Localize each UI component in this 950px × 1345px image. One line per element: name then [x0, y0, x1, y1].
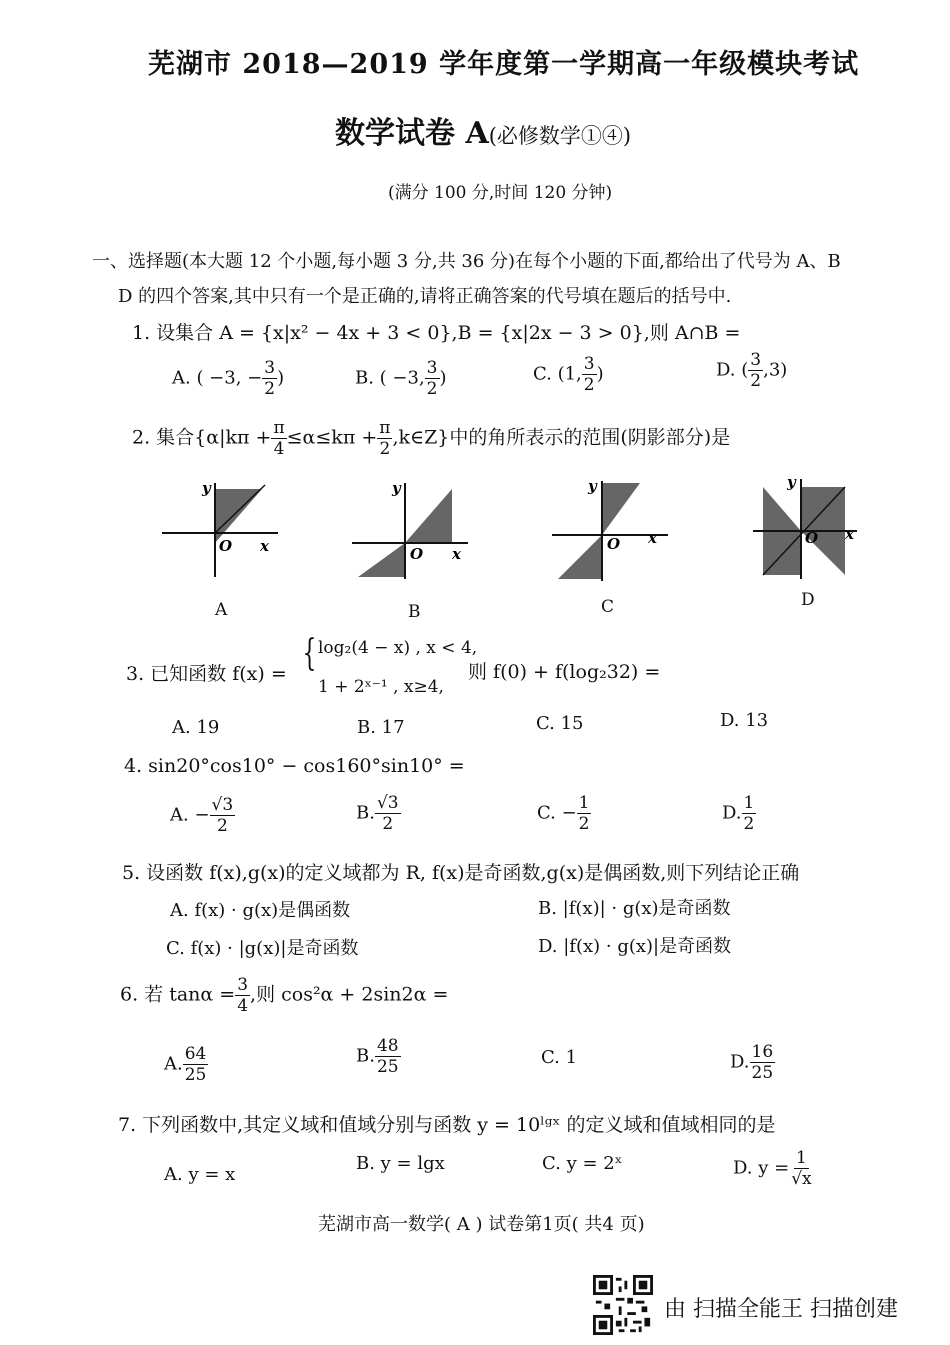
- q2-diagram-d: [745, 475, 885, 585]
- q6-option-a: [164, 1044, 208, 1085]
- q7-option-a: A. y = x: [164, 1164, 236, 1185]
- q6-a-pre: A.: [164, 1053, 183, 1075]
- paper-subtitle: [335, 108, 631, 152]
- q6-den: 4: [237, 996, 249, 1016]
- q2-c-origin-label: O: [607, 535, 621, 553]
- q2-frac2: [377, 418, 392, 459]
- q3-case1: log₂(4 − x) , x < 4,: [318, 638, 478, 658]
- section-instructions-line2: D 的四个答案,其中只有一个是正确的,请将正确答案的代号填在题后的括号中.: [118, 286, 732, 307]
- q4-d-fraction: [742, 793, 757, 834]
- q4-b-pre: B.: [356, 802, 375, 824]
- q2-frac1-den: 4: [273, 439, 285, 459]
- exam-note: (满分 100 分,时间 120 分钟): [388, 183, 613, 203]
- q2-b-shaded-upper: [405, 489, 452, 543]
- q6-a-num: 64: [184, 1044, 207, 1064]
- q3-tail: 则 f(0) + f(log₂32) =: [468, 661, 661, 683]
- q1-d-fraction: [748, 350, 763, 391]
- q3-brace: {: [302, 633, 317, 674]
- q1-a-fraction: [262, 358, 277, 399]
- q4-option-b: [356, 793, 401, 834]
- q4-stem: 4. sin20°cos10° − cos160°sin10° =: [124, 755, 465, 777]
- q6-b-num: 48: [376, 1036, 399, 1056]
- q7-d-pre: D. y =: [733, 1157, 790, 1179]
- q5-stem: 5. 设函数 f(x),g(x)的定义域都为 R, f(x)是奇函数,g(x)是偶函数,则下列结论正确: [122, 862, 800, 884]
- q6-d-fraction: [750, 1042, 776, 1083]
- q3-option-b: B. 17: [357, 717, 405, 738]
- section-instructions-line1: 一、选择题(本大题 12 个小题,每小题 3 分,共 36 分)在每个小题的下面,都给出了代号为 A、B: [92, 251, 841, 272]
- q5-option-a: A. f(x) · g(x)是偶函数: [170, 900, 351, 921]
- q2-stem-mid: ≤α≤kπ +: [286, 426, 378, 449]
- q2-b-x-label: x: [452, 545, 461, 563]
- q1-c-fraction: [582, 354, 597, 395]
- q4-c-pre: C. −: [537, 802, 577, 824]
- q1-a-num: 3: [264, 358, 276, 378]
- q4-c-den: 2: [578, 814, 590, 834]
- q4-d-den: 2: [743, 814, 755, 834]
- q5-option-c: C. f(x) · |g(x)|是奇函数: [166, 938, 359, 959]
- scanner-watermark-text: 由 扫描全能王 扫描创建: [664, 1297, 898, 1322]
- q1-d-num: 3: [750, 350, 762, 370]
- q6-d-num: 16: [751, 1042, 774, 1062]
- q2-caption-b: B: [408, 602, 421, 622]
- q2-diagram-c: [540, 475, 680, 585]
- q4-b-num: √3: [376, 793, 399, 813]
- q6-b-den: 25: [376, 1057, 399, 1077]
- q2-c-shaded-upper: [602, 483, 640, 535]
- q1-option-c: [533, 354, 604, 395]
- q6-option-c: C. 1: [541, 1047, 578, 1068]
- q2-stem-pre: 2. 集合{α|kπ +: [132, 426, 272, 449]
- q2-a-shaded-region: [215, 489, 262, 543]
- q6-b-pre: B.: [356, 1045, 375, 1067]
- q4-c-fraction: [577, 793, 592, 834]
- q2-b-y-label: y: [392, 479, 401, 497]
- q1-option-a: [172, 358, 284, 399]
- q6-option-b: [356, 1036, 401, 1077]
- q4-b-den: 2: [382, 814, 394, 834]
- q1-c-num: 3: [583, 354, 595, 374]
- q1-option-b: [355, 358, 447, 399]
- q1-b-pre: B. ( −3,: [355, 367, 425, 389]
- q2-frac1: [271, 418, 286, 459]
- q2-diagram-a: [150, 475, 290, 585]
- q4-option-a: [170, 795, 235, 836]
- q2-frac2-den: 2: [379, 439, 391, 459]
- q2-stem-post: ,k∈Z}中的角所表示的范围(阴影部分)是: [392, 426, 731, 449]
- q2-a-y-label: y: [202, 479, 211, 497]
- q4-a-num: √3: [211, 795, 234, 815]
- q6-d-pre: D.: [730, 1051, 750, 1073]
- q6-fraction: [235, 975, 250, 1016]
- q6-num: 3: [237, 975, 249, 995]
- q1-stem: 1. 设集合 A = {x|x² − 4x + 3 < 0},B = {x|2x − 3 > 0},则 A∩B =: [132, 322, 741, 344]
- q7-option-d: [733, 1148, 814, 1189]
- q4-b-fraction: [375, 793, 401, 834]
- q1-c-pre: C. (1,: [533, 363, 582, 385]
- q3-option-c: C. 15: [536, 713, 584, 734]
- q4-option-d: [722, 793, 756, 834]
- q2-caption-a: A: [215, 600, 228, 620]
- q2-b-origin-label: O: [410, 545, 424, 563]
- q4-option-c: [537, 793, 591, 834]
- q3-stem: 3. 已知函数 f(x) =: [126, 663, 287, 685]
- q2-stem: [132, 418, 730, 459]
- exam-title: 芜湖市 2018—2019 学年度第一学期高一年级模块考试: [148, 49, 860, 80]
- q4-d-pre: D.: [722, 802, 742, 824]
- q6-a-den: 25: [184, 1065, 207, 1085]
- q6-stem-post: ,则 cos²α + 2sin2α =: [250, 983, 449, 1006]
- q7-d-den: √x: [791, 1169, 812, 1189]
- q1-a-den: 2: [264, 379, 276, 399]
- q6-stem-pre: 6. 若 tanα =: [120, 983, 236, 1006]
- qr-code-icon: [593, 1275, 653, 1335]
- q2-frac2-num: π: [379, 418, 391, 438]
- q1-d-den: 2: [750, 371, 762, 391]
- q6-d-den: 25: [751, 1063, 774, 1083]
- q4-c-num: 1: [578, 793, 590, 813]
- q2-c-y-label: y: [588, 477, 597, 495]
- q6-a-fraction: [183, 1044, 209, 1085]
- q1-d-post: ,3): [763, 359, 788, 381]
- q2-b-shaded-lower: [358, 543, 405, 577]
- q4-a-fraction: [210, 795, 236, 836]
- q6-stem: [120, 975, 448, 1016]
- q6-b-fraction: [375, 1036, 401, 1077]
- q1-b-den: 2: [426, 379, 438, 399]
- q1-b-post: ): [439, 367, 447, 389]
- page-footer: 芜湖市高一数学( A ) 试卷第1页( 共4 页): [318, 1214, 645, 1235]
- q1-d-pre: D. (: [716, 359, 749, 381]
- q5-option-b: B. |f(x)| · g(x)是奇函数: [538, 898, 731, 919]
- q4-a-den: 2: [216, 816, 228, 836]
- q2-c-shaded-lower: [558, 535, 602, 579]
- q1-option-d: [716, 350, 787, 391]
- q2-d-origin-label: O: [805, 529, 819, 547]
- q1-c-post: ): [596, 363, 604, 385]
- q2-caption-d: D: [801, 590, 815, 610]
- q3-option-a: A. 19: [172, 717, 220, 738]
- q6-option-d: [730, 1042, 775, 1083]
- q2-d-x-label: x: [845, 525, 854, 543]
- q5-option-d: D. |f(x) · g(x)|是奇函数: [538, 936, 732, 957]
- q4-d-num: 1: [743, 793, 755, 813]
- q1-c-den: 2: [583, 375, 595, 395]
- q4-a-pre: A. −: [170, 804, 210, 826]
- q2-c-x-label: x: [648, 529, 657, 547]
- q2-diagram-b: [340, 475, 480, 585]
- q1-b-fraction: [425, 358, 440, 399]
- q2-caption-c: C: [601, 597, 615, 617]
- q7-option-b: B. y = lgx: [356, 1153, 445, 1174]
- q1-b-num: 3: [426, 358, 438, 378]
- q7-d-fraction: [789, 1148, 813, 1189]
- q2-a-x-label: x: [260, 537, 269, 555]
- subtitle-main: 数学试卷 A: [335, 116, 489, 151]
- q2-a-origin-label: O: [219, 537, 233, 555]
- subtitle-paren: (必修数学①④): [488, 124, 632, 148]
- q1-a-pre: A. ( −3, −: [172, 367, 263, 389]
- q3-case2: 1 + 2ˣ⁻¹ , x≥4,: [318, 677, 444, 697]
- q2-d-y-label: y: [787, 475, 796, 491]
- q7-d-num: 1: [796, 1148, 807, 1168]
- q1-a-post: ): [277, 367, 285, 389]
- q2-frac1-num: π: [273, 418, 285, 438]
- q7-option-c: C. y = 2ˣ: [542, 1153, 623, 1174]
- q7-stem: 7. 下列函数中,其定义域和值域分别与函数 y = 10ˡᵍˣ 的定义域和值域相同的是: [118, 1114, 776, 1136]
- q3-option-d: D. 13: [720, 710, 769, 731]
